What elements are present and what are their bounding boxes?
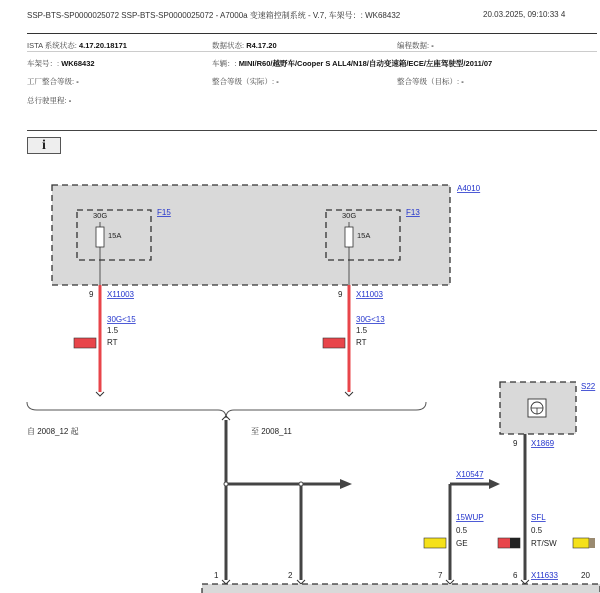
wire3-color: GE [456, 539, 468, 548]
from-label: 自 2008_12 起 [27, 427, 79, 436]
fuse-f15-label[interactable]: F15 [157, 208, 171, 217]
ista-value: 4.17.20.18171 [78, 41, 127, 50]
wire2-color-swatch [323, 338, 345, 348]
prog-value: - [431, 41, 434, 50]
document-title: SSP-BTS-SP0000025072 SSP-BTS-SP0000025072 - A7000a 变速箱控制系统 - V.7, 车架号：: WK68432 [27, 11, 401, 20]
wire1-color-swatch [74, 338, 96, 348]
bottom-pin-1: 1 [214, 571, 219, 580]
document-datetime: 20.03.2025, 09:10:33 4 [483, 10, 566, 19]
factory-value: - [76, 77, 79, 86]
prog-label: 编程数据: [397, 41, 430, 50]
fuse-f13-label[interactable]: F13 [406, 208, 420, 217]
vehicle-value: MINI/R60/越野车/Cooper S ALL4/N18/自动变速箱/ECE/左座驾驶型/2011/07 [238, 59, 493, 68]
wire3-size: 0.5 [456, 526, 468, 535]
wire4-signal[interactable]: SFL [531, 513, 546, 522]
info-button[interactable]: i [27, 137, 61, 154]
fuse-f13-rating: 15A [357, 231, 371, 240]
mileage-label: 总行驶里程: [27, 96, 67, 105]
pin2-connector[interactable]: X11003 [356, 290, 383, 299]
vin-label: 车架号：: [27, 59, 60, 68]
mileage-value: - [68, 96, 72, 105]
fuse-f15-rating: 15A [108, 231, 122, 240]
bottom-module-box [202, 584, 600, 593]
vehicle-label: 车辆：: [212, 59, 237, 68]
fuse-f15-terminal: 30G [93, 211, 108, 220]
factory-label: 工厂整合等级: [27, 77, 75, 86]
s22-pin-number: 9 [513, 439, 518, 448]
wire1-color: RT [107, 338, 118, 347]
x10547-label[interactable]: X10547 [456, 470, 484, 479]
wire4-size: 0.5 [531, 526, 543, 535]
module-s22-label[interactable]: S22 [581, 382, 596, 391]
pin2-number: 9 [338, 290, 343, 299]
bottom-pin-6: 6 [513, 571, 518, 580]
wire2-signal[interactable]: 30G<13 [356, 315, 385, 324]
wire2-size: 1.5 [356, 326, 368, 335]
variant-brace [27, 402, 426, 418]
fuse-f13-terminal: 30G [342, 211, 357, 220]
data-label: 数据状态: [212, 41, 245, 50]
pin1-connector[interactable]: X11003 [107, 290, 134, 299]
wire1-signal[interactable]: 30G<15 [107, 315, 136, 324]
pin1-number: 9 [89, 290, 94, 299]
ista-label: ISTA 系统状态: [27, 41, 77, 50]
vin-value: WK68432 [61, 59, 95, 68]
actual-value: - [276, 77, 279, 86]
s22-pin-connector[interactable]: X1869 [531, 439, 555, 448]
wire2-color: RT [356, 338, 367, 347]
bottom-pin-2: 2 [288, 571, 293, 580]
data-value: R4.17.20 [246, 41, 277, 50]
target-label: 整合等级（目标）: [397, 77, 460, 86]
bottom-pin-7: 7 [438, 571, 443, 580]
fuse-f15-symbol [96, 227, 104, 247]
wire3-color-swatch [424, 538, 446, 548]
fuse-f13-symbol [345, 227, 353, 247]
actual-label: 整合等级（实际）: [212, 77, 275, 86]
wire1-size: 1.5 [107, 326, 119, 335]
wire5-color-swatch [573, 538, 589, 548]
bottom-connector[interactable]: X11633 [531, 571, 558, 580]
wire4-color: RT/SW [531, 539, 557, 548]
to-label: 至 2008_11 [251, 427, 292, 436]
target-value: - [461, 77, 464, 86]
wire3-signal[interactable]: 15WUP [456, 513, 484, 522]
bottom-pin-20: 20 [581, 571, 590, 580]
module-a4010-label[interactable]: A4010 [457, 184, 481, 193]
